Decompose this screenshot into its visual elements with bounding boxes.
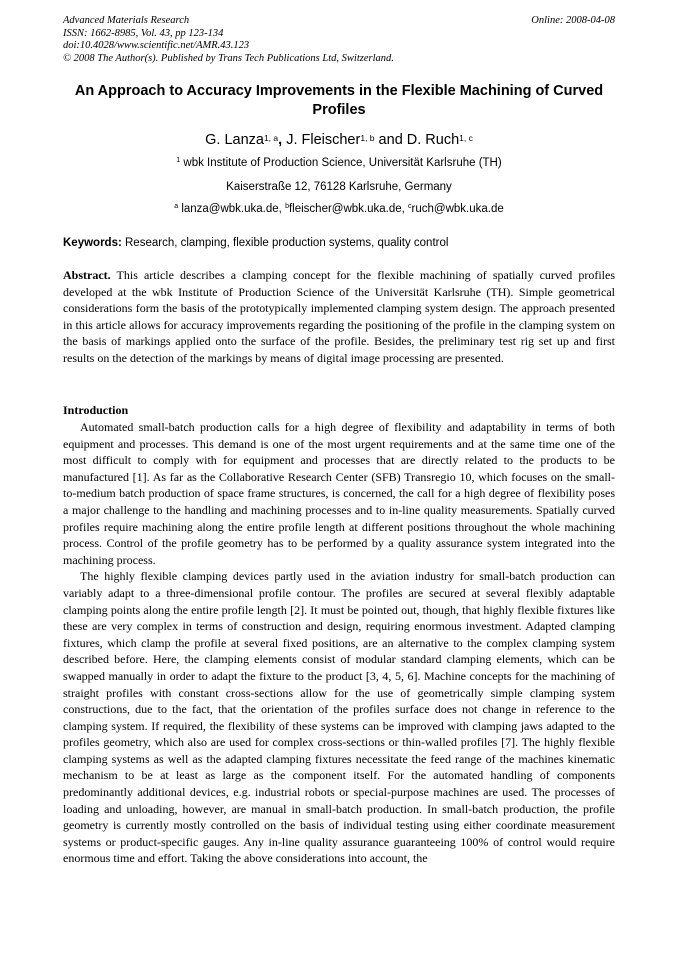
email-address: fleischer@wbk.uka.de,: [288, 203, 409, 215]
author-name: G. Lanza: [205, 132, 264, 148]
doi-line: doi:10.4028/www.scientific.net/AMR.43.123: [63, 40, 250, 51]
paragraph: Automated small-batch production calls for a high degree of flexibility and adaptability in terms of both equipment and processes. This demand is one of the most urgent requirements and at the same time one of the most difficult to comply with for equipment and processes that are directly related to the products to be manufactured [1]. As far as the Collaborative Research Center (SFB) Transregio 10, which focuses on the small-to-medium batch production of space frame structures, is concerned, the call for a high degree of flexibility poses a major challenge to the handling and machining processes and to in-line quality measurements. Spatially curved profiles require machining along the entire profile length at different positions throughout the whole machining process. Control of the profile geometry has to be performed by a quality assurance system integrated into the machining process.: [63, 420, 615, 567]
email-marker: b: [285, 203, 289, 210]
affiliation-marker: 1: [176, 157, 181, 164]
email-marker: c: [408, 203, 412, 210]
author-superscript: 1, b: [360, 133, 375, 143]
email-marker: a: [174, 203, 179, 210]
author-superscript: 1, c: [459, 133, 473, 143]
abstract-label: Abstract.: [63, 268, 111, 282]
journal-header: [63, 15, 615, 65]
keywords-text: Research, clamping, flexible production systems, quality control: [121, 237, 449, 249]
section-heading: Introduction: [63, 403, 129, 417]
issn-line: ISSN: 1662-8985, Vol. 43, pp 123-134: [63, 27, 224, 39]
keywords: [63, 236, 615, 250]
email-address: lanza@wbk.uka.de,: [178, 203, 286, 215]
affiliation-address: Kaiserstraße 12, 76128 Karlsruhe, Germany: [226, 181, 452, 193]
paper-title: An Approach to Accuracy Improvements in the Flexible Machining of Curved Profiles: [74, 83, 604, 118]
email-line: [63, 202, 615, 216]
author-superscript: 1, a: [263, 133, 279, 143]
author-name: and D. Ruch: [374, 132, 460, 148]
online-date: Online: 2008-04-08: [531, 15, 615, 26]
journal-name: Advanced Materials Research: [63, 15, 190, 26]
author-list: [63, 131, 615, 149]
email-address: ruch@wbk.uka.de: [411, 203, 504, 215]
institute-name: wbk Institute of Production Science, Universität Karlsruhe (TH): [180, 157, 502, 169]
affiliation-institute: [63, 156, 615, 170]
abstract-text: This article describes a clamping concept for the flexible machining of spatially curved profiles developed at the wbk Institute of Production Science of the Universität Karlsruhe (TH). Simple geometrical considerations form the basis of the prototypically implemented clamping system design. The approach presented in this article allows for accuracy improvements regarding the positioning of the profile in the clamping system on the basis of markings applied onto the surface of the profile. Besides, the preliminary test rig set up and first results on the detection of the markings by means of digital image processing are presented.: [63, 268, 615, 365]
author-name: J. Fleischer: [282, 132, 361, 148]
copyright-line: © 2008 The Author(s). Published by Trans Tech Publications Ltd, Switzerland.: [63, 52, 394, 64]
paragraph: The highly flexible clamping devices partly used in the aviation industry for small-batch production can variably adapt to a three-dimensional profile contour. The profiles are secured at several flexibly adaptable clamping points along the entire profile length [2]. It must be pointed out, though, that highly flexible fixtures like these are very complex in terms of construction and design, requiring enormous investment. Adapted clamping fixtures, which clamp the profile at several fixed positions, are an alternative to the complex clamping system described before. Here, the clamping elements consist of modular standard clamping elements, which can be swapped manually in order to adapt the fixture to the product [3, 4, 5, 6]. Machine concepts for the machining of straight profiles with constant cross-sections allow for the use of geometrically simple clamping system constructions, due to the fact, that the orientation of the profiles surface does not change in reference to the clamping system. If required, the flexibility of these systems can be improved with clamping jaws adapted to the profiles geometry, which also are used for complex cross-sections or thin-walled profiles [7]. The highly flexible clamping systems as well as the adapted clamping fixtures necessitate the feed range of the machines kinematic mechanism to be at least as large as the component itself. For the automated handling of components predominantly additional devices, e.g. industrial robots or special-purpose machines are used. The processes of loading and unloading, however, are manual in small-batch production. In small-batch production, the profile geometry is currently mostly controlled on the basis of individual testing using either coordinate measurement systems or product-specific gauges. Any in-line quality assurance guaranteeing 100% of control would require enormous time and effort. Taking the above considerations into account, the: [63, 569, 615, 866]
author-separator: ,: [278, 132, 283, 148]
keywords-label: Keywords:: [63, 237, 122, 249]
abstract: [63, 267, 615, 367]
introduction-body: [63, 419, 615, 867]
